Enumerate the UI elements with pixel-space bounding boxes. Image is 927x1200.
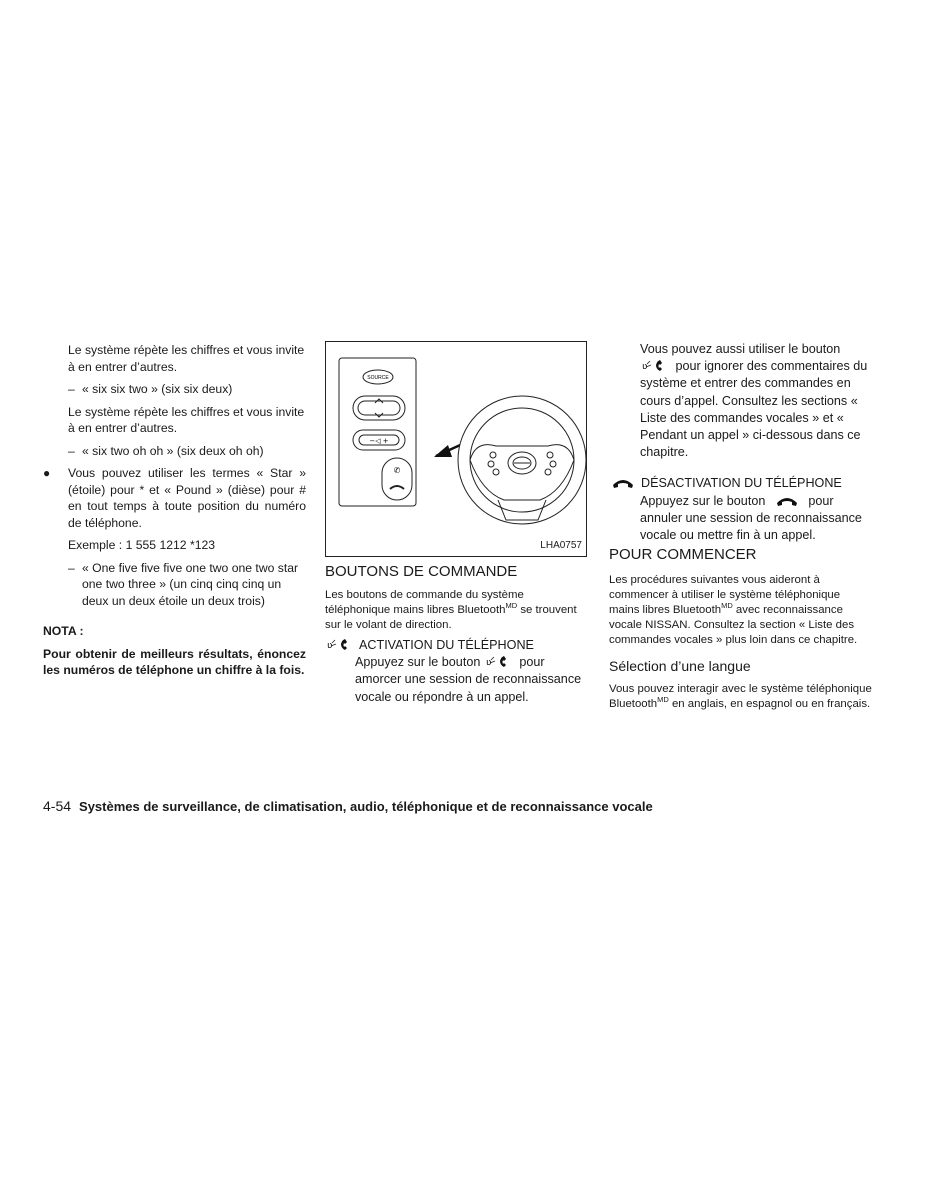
note-title: NOTA : xyxy=(43,624,84,638)
paragraph: Le système répète les chiffres et vous invite à en entrer d’autres. xyxy=(68,404,305,435)
intro-text: Les boutons de commande du système téléphonique mains libres Bluetooth xyxy=(325,589,524,616)
steering-wheel-figure xyxy=(325,341,587,557)
start-text-b: avec reconnaissance vocale NISSAN. Consultez la section « Liste des commandes vocales » plus loin dans ce chapitre. xyxy=(609,604,858,647)
dash-item xyxy=(43,560,306,610)
dash-item-text: « One five five five one two one two star one two three » (un cinq cinq cinq un deux un deux étoile un deux trois) xyxy=(82,560,299,608)
intro-paragraph xyxy=(325,588,589,633)
activation-text-a: Appuyez sur le bouton xyxy=(355,655,481,670)
paragraph-text-b: pour ignorer des commentaires du système et entrer des commandes en cours d’appel. Consultez les sections « Liste des commandes vocales » et « Pendant un appel » ci-dessous dans ce chapitre. xyxy=(640,359,868,460)
svg-text:ʋ: ʋ xyxy=(327,641,333,651)
section-heading: POUR COMMENCER xyxy=(609,546,757,564)
left-column xyxy=(43,342,306,679)
activation-text-b: pour amorcer une session de reconnaissance vocale ou répondre à un appel. xyxy=(355,655,582,704)
dash-item xyxy=(43,381,306,398)
deactivation-block xyxy=(609,475,873,544)
activation-title: ACTIVATION DU TÉLÉPHONE xyxy=(359,638,534,652)
superscript-md: MD xyxy=(721,601,733,611)
figure-id: LHA0757 xyxy=(540,539,582,551)
hang-up-icon xyxy=(611,477,635,489)
paragraph xyxy=(609,341,873,461)
paragraph: Le système répète les chiffres et vous invite à en entrer d’autres. xyxy=(68,343,305,374)
example-text: Exemple : 1 555 1212 *123 xyxy=(68,538,216,552)
activation-block xyxy=(325,637,589,706)
dash-item xyxy=(43,443,306,460)
paragraph-text-a: Vous pouvez aussi utiliser le bouton xyxy=(640,342,841,356)
page-footer xyxy=(43,797,653,816)
hang-up-icon xyxy=(775,495,799,507)
svg-text:ʋ: ʋ xyxy=(642,362,648,373)
deactivation-text xyxy=(609,493,873,545)
dash-marker: – xyxy=(68,443,75,458)
svg-text:−◁ +: −◁ + xyxy=(369,437,389,445)
right-column xyxy=(609,341,873,712)
superscript-md: MD xyxy=(505,601,518,611)
voice-phone-icon xyxy=(327,637,355,651)
middle-column xyxy=(325,341,589,706)
deactivation-title-row xyxy=(609,475,873,492)
bullet-item xyxy=(43,465,306,531)
subheading: Sélection d’une langue xyxy=(609,658,751,675)
activation-text xyxy=(325,654,589,706)
deactivation-title: DÉSACTIVATION DU TÉLÉPHONE xyxy=(641,476,842,491)
deactivation-text-b: pour annuler une session de reconnaissance vocale ou mettre fin à un appel. xyxy=(640,493,862,543)
language-paragraph xyxy=(609,682,873,712)
language-text-a: Vous pouvez interagir avec le système téléphonique Bluetooth xyxy=(609,683,872,711)
dash-item-text: « six six two » (six six deux) xyxy=(82,382,233,396)
start-paragraph xyxy=(609,573,873,648)
bullet-item-text: Vous pouvez utiliser les termes « Star » (étoile) pour * et « Pound » (dièse) pour # en tout temps à toute position du numéro de téléphone. xyxy=(68,466,306,530)
activation-title-row xyxy=(325,637,589,654)
footer-title: Systèmes de surveillance, de climatisation, audio, téléphonique et de reconnaissance vocale xyxy=(79,799,653,814)
voice-phone-icon xyxy=(486,654,514,668)
deactivation-text-a: Appuyez sur le bouton xyxy=(640,493,766,508)
bullet-icon: ● xyxy=(43,466,51,480)
page-number: 4-54 xyxy=(43,798,72,814)
voice-phone-icon xyxy=(642,358,670,372)
dash-item-text: « six two oh oh » (six deux oh oh) xyxy=(82,443,264,458)
superscript-md: MD xyxy=(657,695,669,705)
dash-marker: – xyxy=(68,560,75,575)
steering-wheel-illustration xyxy=(326,342,588,558)
language-text-b: en anglais, en espagnol ou en français. xyxy=(668,698,871,711)
note-body: Pour obtenir de meilleurs résultats, énoncez les numéros de téléphone un chiffre à la fois. xyxy=(43,646,306,677)
start-text-a: Les procédures suivantes vous aideront à commencer à utiliser le système téléphonique mains libres Bluetooth xyxy=(609,574,841,617)
section-heading: BOUTONS DE COMMANDE xyxy=(325,563,518,580)
intro-text-continued: se trouvent sur le volant de direction. xyxy=(325,604,577,631)
dash-marker: – xyxy=(68,382,75,396)
svg-text:ʋ: ʋ xyxy=(485,658,492,669)
svg-text:✆: ✆ xyxy=(393,466,401,475)
source-button-label: SOURCE xyxy=(367,375,389,381)
